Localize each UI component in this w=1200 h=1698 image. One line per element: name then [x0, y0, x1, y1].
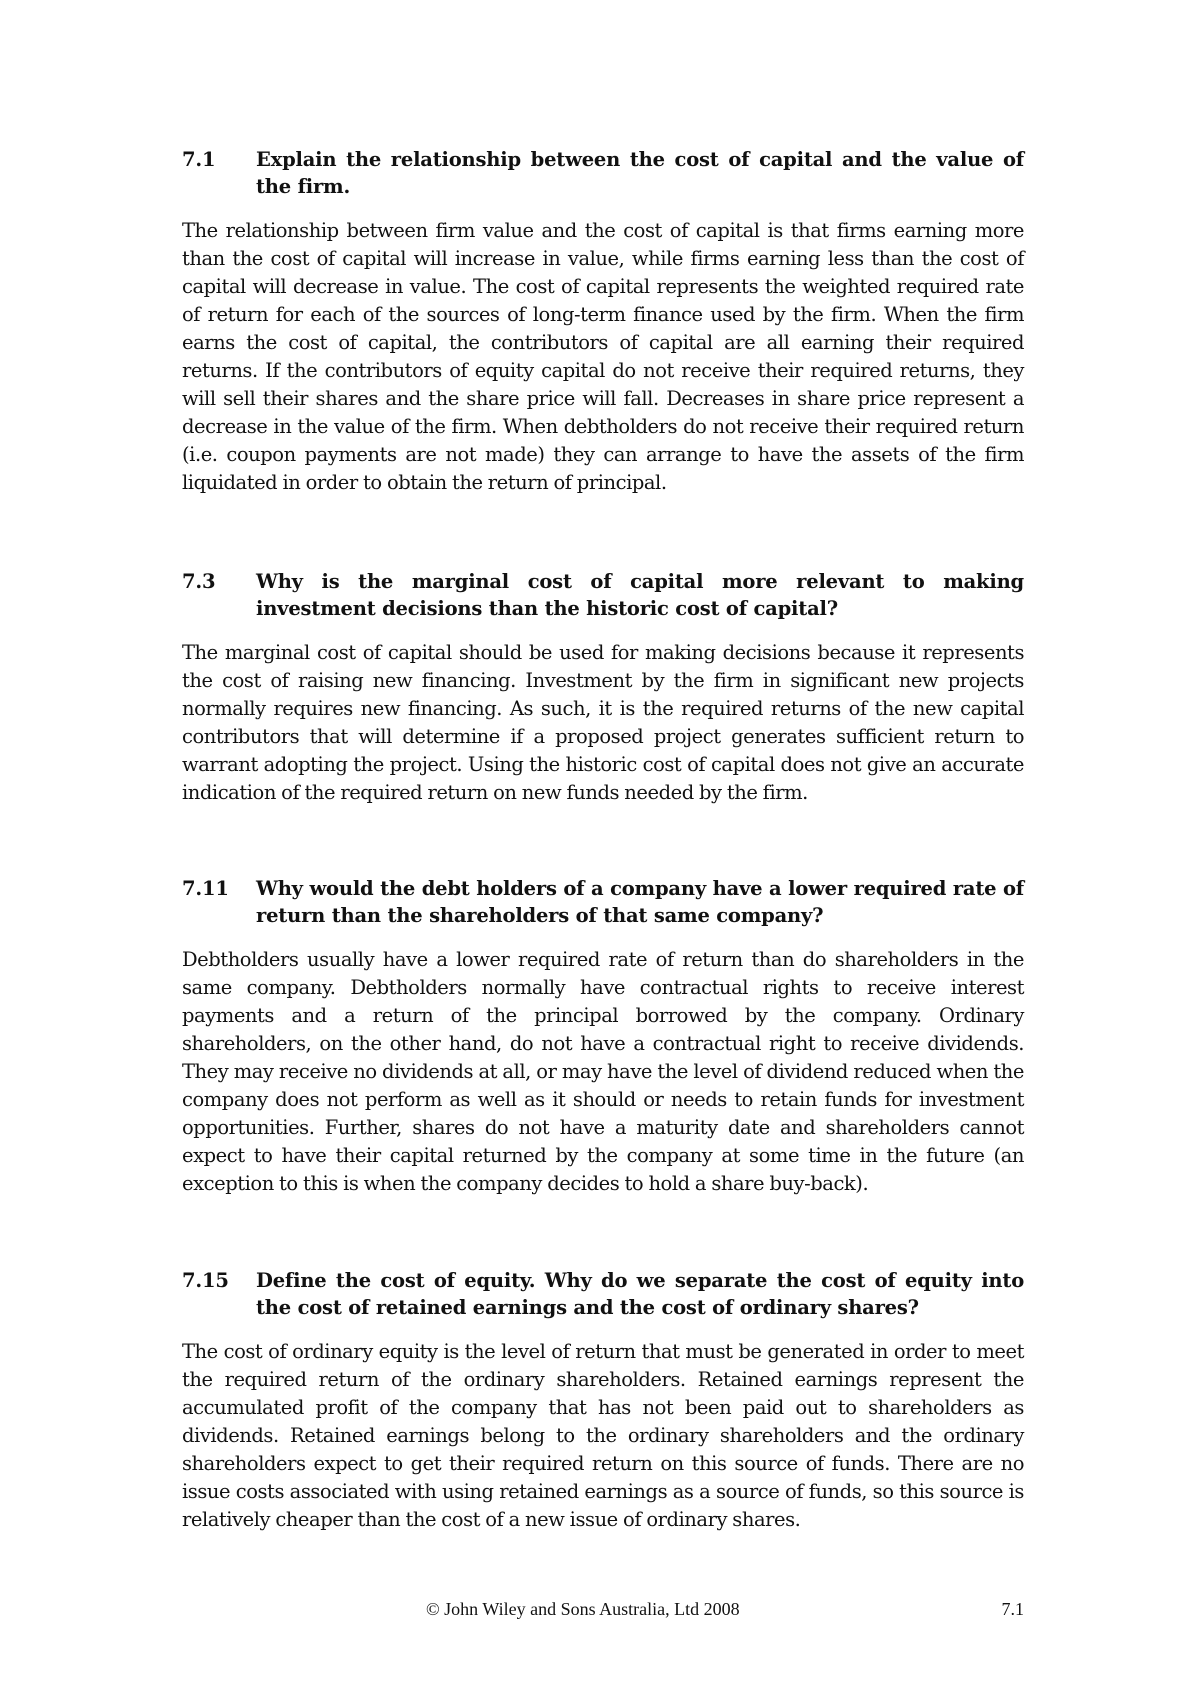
page-number: 7.1: [1001, 1599, 1024, 1619]
question-heading: [182, 1267, 1024, 1321]
question-number: 7.1: [182, 148, 216, 171]
question-text: Why would the debt holders of a company have a lower required rate of return than the shareholders of that same company?: [256, 877, 1024, 927]
question-section-7-1: [182, 146, 1024, 497]
answer-paragraph: Debtholders usually have a lower required rate of return than do shareholders in the same company. Debtholders normally have contractual rights to receive interest payments and a return of the principal borrowed by the company. Ordinary shareholders, on the other hand, do not have a contractual right to receive dividends. They may receive no dividends at all, or may have the level of dividend reduced when the company does not perform as well as it should or needs to retain funds for investment opportunities. Further, shares do not have a maturity date and shareholders cannot expect to have their capital returned by the company at some time in the future (an exception to this is when the company decides to hold a share buy-back).: [182, 948, 1024, 1195]
answer-paragraph: The relationship between firm value and the cost of capital is that firms earning more than the cost of capital will increase in value, while firms earning less than the cost of capital will decrease in value. The cost of capital represents the weighted required rate of return for each of the sources of long-term finance used by the firm. When the firm earns the cost of capital, the contributors of capital are all earning their required returns. If the contributors of equity capital do not receive their required returns, they will sell their shares and the share price will fall. Decreases in share price represent a decrease in the value of the firm. When debtholders do not receive their required return (i.e. coupon payments are not made) they can arrange to have the assets of the firm liquidated in order to obtain the return of principal.: [182, 219, 1024, 494]
copyright-notice: © John Wiley and Sons Australia, Ltd 2008: [426, 1599, 740, 1619]
question-section-7-3: [182, 568, 1024, 807]
question-number: 7.11: [182, 877, 229, 900]
answer-paragraph: The marginal cost of capital should be used for making decisions because it represents the cost of raising new financing. Investment by the firm in significant new projects normally requires new financing. As such, it is the required returns of the new capital contributors that will determine if a proposed project generates sufficient return to warrant adopting the project. Using the historic cost of capital does not give an accurate indication of the required return on new funds needed by the firm.: [182, 641, 1024, 804]
question-heading: [182, 568, 1024, 622]
question-heading: [182, 875, 1024, 929]
question-section-7-15: [182, 1267, 1024, 1534]
question-text: Define the cost of equity. Why do we separate the cost of equity into the cost of retained earnings and the cost of ordinary shares?: [256, 1269, 1024, 1319]
question-heading: [182, 146, 1024, 200]
question-number: 7.3: [182, 570, 216, 593]
question-section-7-11: [182, 875, 1024, 1198]
question-text: Explain the relationship between the cost of capital and the value of the firm.: [256, 148, 1024, 198]
question-text: Why is the marginal cost of capital more relevant to making investment decisions than the historic cost of capital?: [256, 570, 1024, 620]
question-number: 7.15: [182, 1269, 229, 1292]
answer-paragraph: The cost of ordinary equity is the level of return that must be generated in order to meet the required return of the ordinary shareholders. Retained earnings represent the accumulated profit of the company that has not been paid out to shareholders as dividends. Retained earnings belong to the ordinary shareholders and the ordinary shareholders expect to get their required return on this source of funds. There are no issue costs associated with using retained earnings as a source of funds, so this source is relatively cheaper than the cost of a new issue of ordinary shares.: [182, 1340, 1024, 1531]
